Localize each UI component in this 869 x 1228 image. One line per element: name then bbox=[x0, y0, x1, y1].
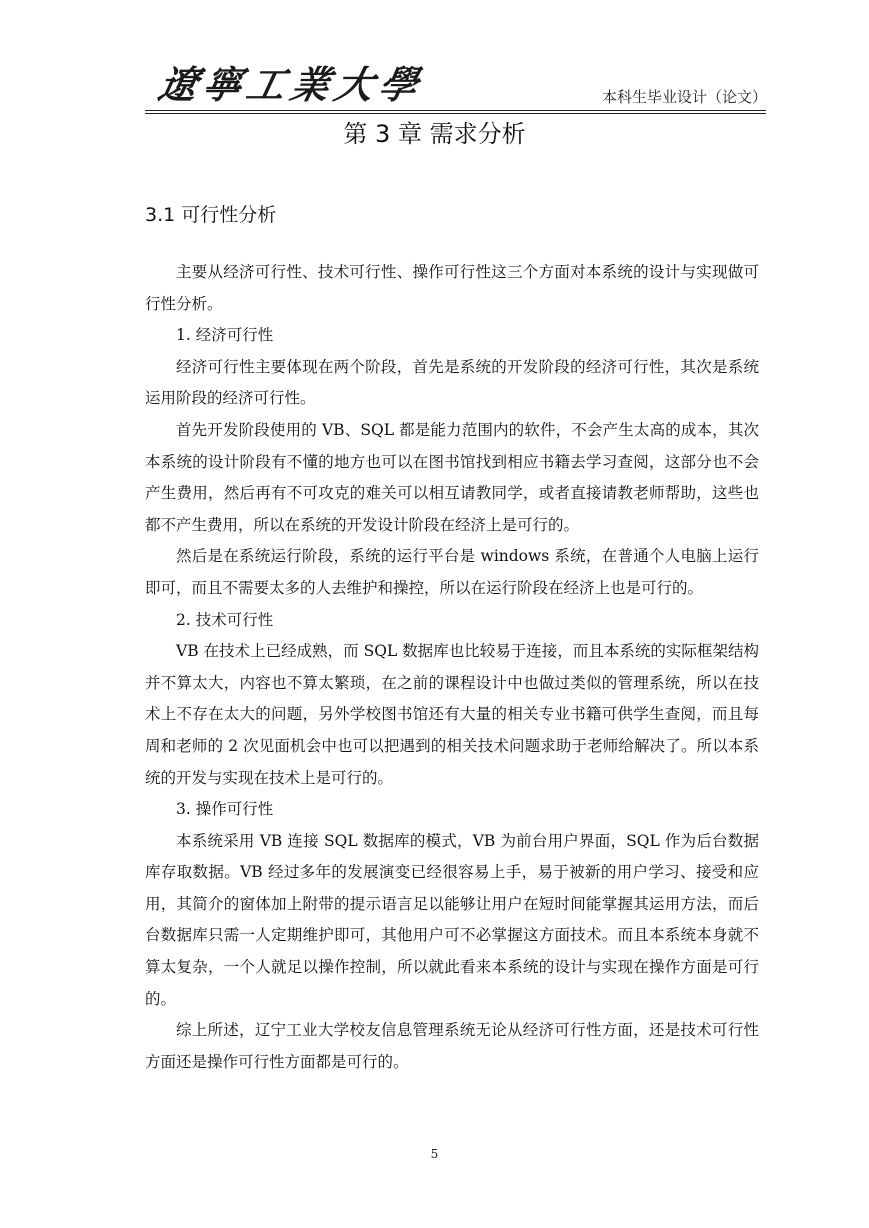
section-title: 3.1 可行性分析 bbox=[145, 204, 277, 226]
university-logo bbox=[154, 54, 429, 107]
logo-calligraphy: 遼寧工業大學 bbox=[154, 62, 429, 107]
paragraph: 主要从经济可行性、技术可行性、操作可行性这三个方面对本系统的设计与实现做可行性分析。 bbox=[145, 263, 759, 313]
list-item-heading: 2. 技术可行性 bbox=[176, 610, 274, 629]
page-number: 5 bbox=[430, 1147, 439, 1161]
paragraph: 首先开发阶段使用的 VB、SQL 都是能力范围内的软件，不会产生太高的成本，其次本系统的设计阶段有不懂的地方也可以在图书馆找到相应书籍去学习查阅，这部分也不会产生费用，然后再有不可攻克的难关可以相互请教同学，或者直接请教老师帮助，这些也都不产生费用，所以在系统的开发设计阶段在经济上是可行的。 bbox=[145, 420, 759, 534]
body-text bbox=[145, 257, 759, 1078]
list-item-heading: 3. 操作可行性 bbox=[176, 800, 274, 819]
list-item-heading: 1. 经济可行性 bbox=[176, 326, 274, 345]
paragraph: 综上所述，辽宁工业大学校友信息管理系统无论从经济可行性方面，还是技术可行性方面还是操作可行性方面都是可行的。 bbox=[145, 1021, 759, 1071]
paragraph: 经济可行性主要体现在两个阶段，首先是系统的开发阶段的经济可行性，其次是系统运用阶段的经济可行性。 bbox=[145, 357, 759, 408]
paragraph: 本系统采用 VB 连接 SQL 数据库的模式，VB 为前台用户界面，SQL 作为后台数据库存取数据。VB 经过多年的发展演变已经很容易上手，易于被新的用户学习、接受和应用，其简介的窗体加上附带的提示语言足以能够让用户在短时间能掌握其运用方法，而后台数据库只需一人定期维护即可，其他用户可不必掌握这方面技术。而且本系统本身就不算太复杂，一个人就足以操作控制，所以就此看来本系统的设计与实现在操作方面是可行的。 bbox=[145, 831, 759, 1008]
paragraph: VB 在技术上已经成熟，而 SQL 数据库也比较易于连接，而且本系统的实际框架结构并不算太大，内容也不算太繁琐，在之前的课程设计中也做过类似的管理系统，所以在技术上不存在太大的问题，另外学校图书馆还有大量的相关专业书籍可供学生查阅，而且每周和老师的 2 次见面机会中也可以把遇到的相关技术问题求助于老师给解决了。所以本系统的开发与实现在技术上是可行的。 bbox=[145, 642, 759, 787]
paragraph: 然后是在系统运行阶段，系统的运行平台是 windows 系统，在普通个人电脑上运行即可，而且不需要太多的人去维护和操控，所以在运行阶段在经济上也是可行的。 bbox=[145, 547, 759, 597]
header-rule-thin bbox=[145, 110, 766, 111]
chapter-title: 第 3 章 需求分析 bbox=[343, 120, 526, 148]
header-thesis-label: 本科生毕业设计（论文） bbox=[601, 88, 767, 106]
